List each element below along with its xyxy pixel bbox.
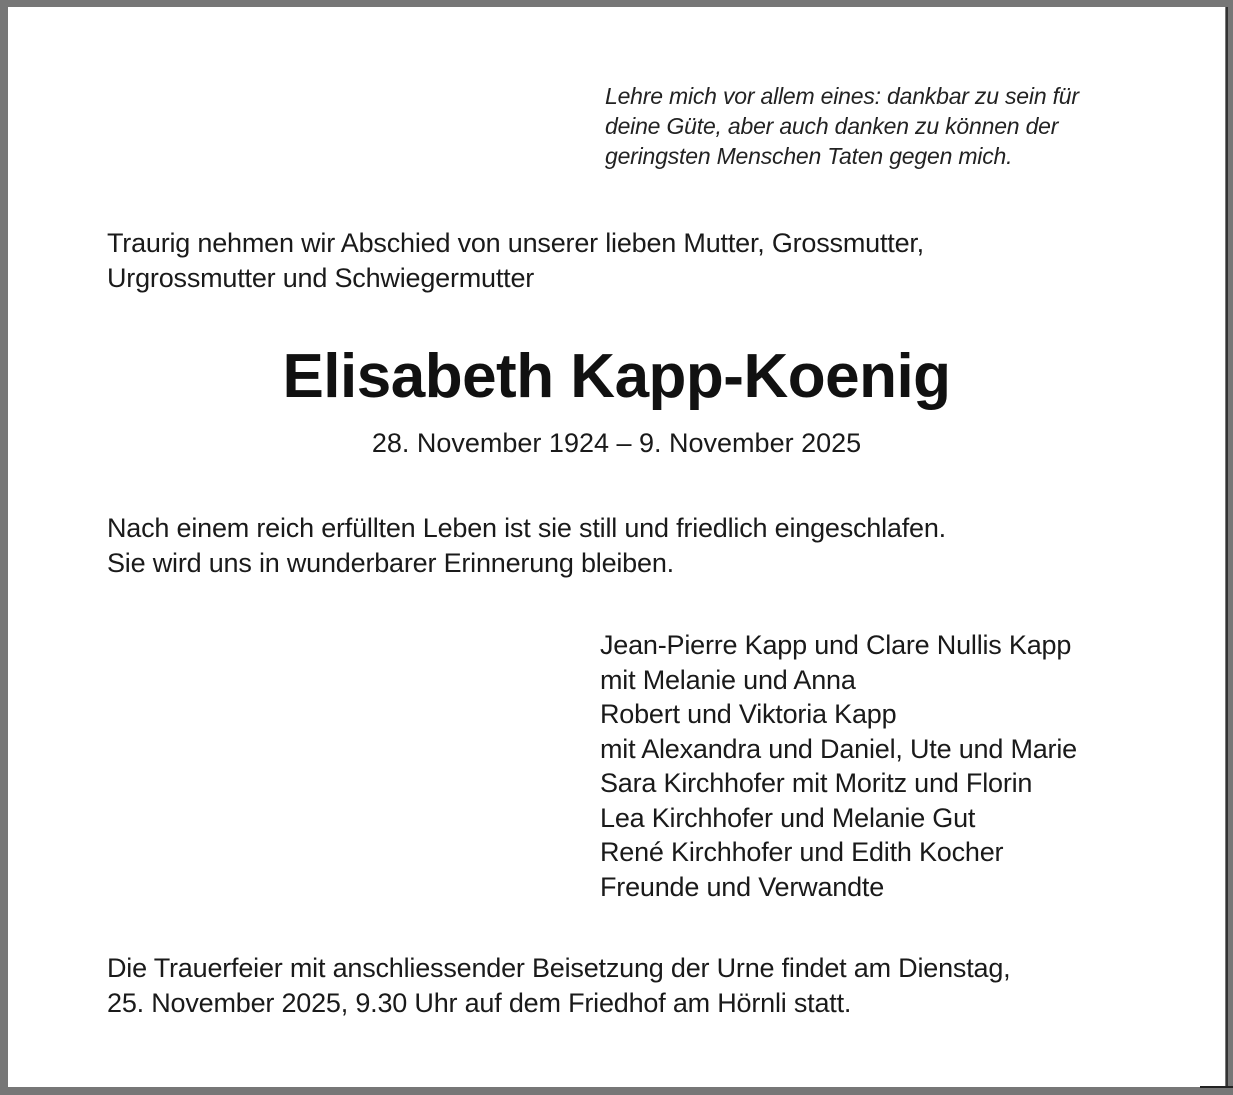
memorial-text <box>107 511 946 580</box>
intro-text <box>107 226 924 295</box>
quote-line: Lehre mich vor allem eines: dankbar zu sein für <box>605 83 1079 109</box>
life-dates: 28. November 1924 – 9. November 2025 <box>371 428 862 458</box>
family-line: mit Melanie und Anna <box>600 664 856 695</box>
service-line: Die Trauerfeier mit anschliessender Beisetzung der Urne findet am Dienstag, <box>107 953 1011 983</box>
family-line: Freunde und Verwandte <box>600 871 885 902</box>
family-line: mit Alexandra und Daniel, Ute und Marie <box>600 733 1077 764</box>
intro-line: Urgrossmutter und Schwiegermutter <box>107 262 535 293</box>
frame-edge <box>1226 7 1228 1088</box>
memorial-line: Sie wird uns in wunderbarer Erinnerung bleiben. <box>107 547 674 578</box>
intro-line: Traurig nehmen wir Abschied von unserer lieben Mutter, Grossmutter, <box>107 228 924 258</box>
obituary-page <box>8 7 1225 1087</box>
service-info <box>107 951 1010 1020</box>
quote-line: deine Güte, aber auch danken zu können der <box>605 113 1059 139</box>
family-list <box>600 628 1077 904</box>
quote-line: geringsten Menschen Taten gegen mich. <box>605 143 1013 169</box>
family-line: Jean-Pierre Kapp und Clare Nullis Kapp <box>600 630 1072 660</box>
frame-edge <box>1200 1086 1233 1088</box>
family-line: Lea Kirchhofer und Melanie Gut <box>600 802 976 833</box>
family-line: Robert und Viktoria Kapp <box>600 699 897 729</box>
service-line: 25. November 2025, 9.30 Uhr auf dem Friedhof am Hörnli statt. <box>107 987 852 1018</box>
family-line: René Kirchhofer und Edith Kocher <box>600 837 1004 867</box>
family-line: Sara Kirchhofer mit Moritz und Florin <box>600 768 1033 798</box>
quote <box>605 81 1079 171</box>
memorial-line: Nach einem reich erfüllten Leben ist sie still und friedlich eingeschlafen. <box>107 513 946 543</box>
deceased-name: Elisabeth Kapp-Koenig <box>282 342 951 411</box>
